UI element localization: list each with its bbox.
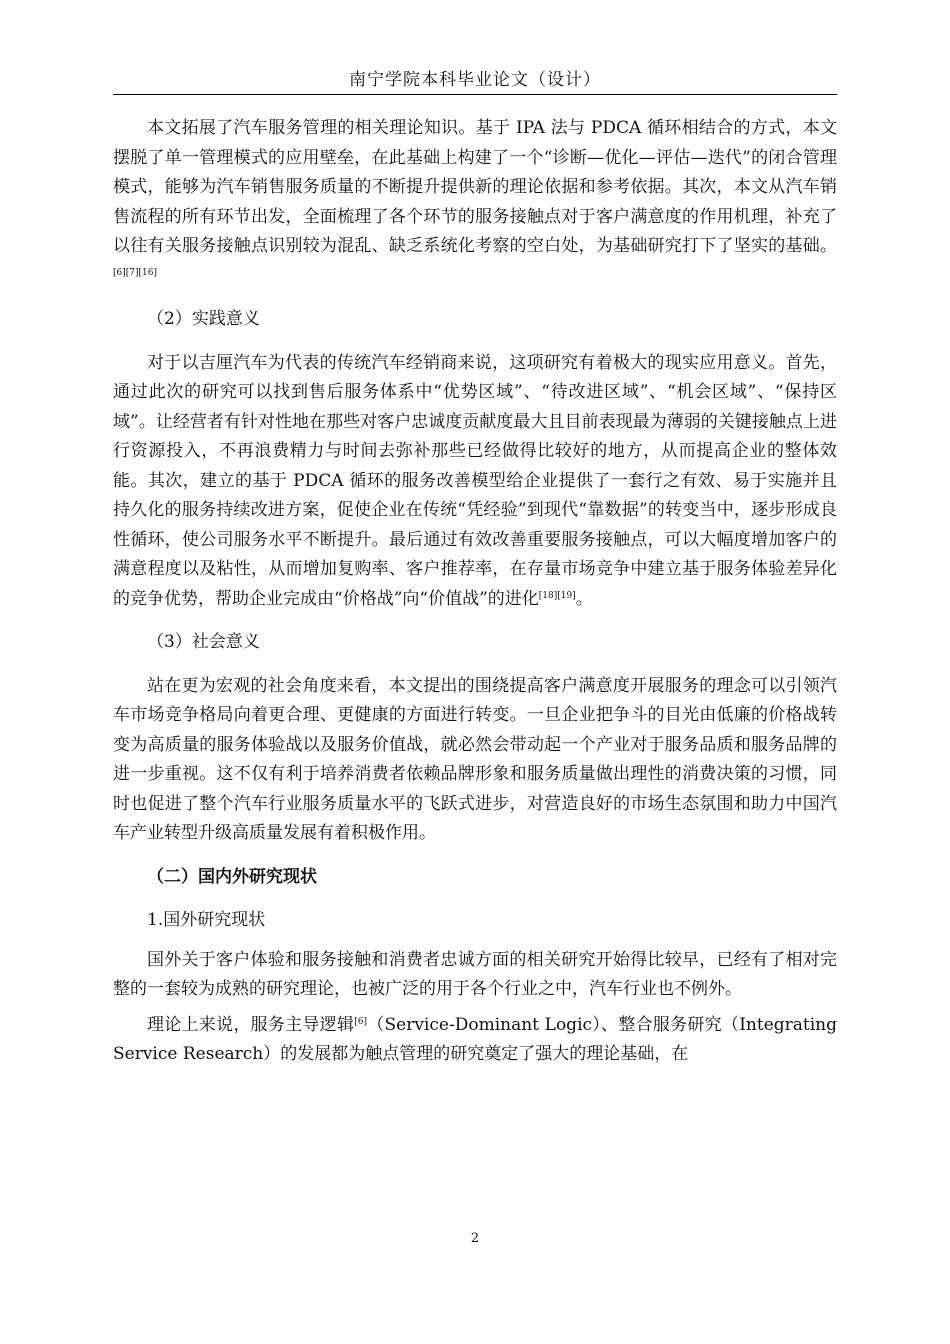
- practice-text: 对于以吉厘汽车为代表的传统汽车经销商来说，这项研究有着极大的现实应用意义。首先，通过此次的研究可以找到售后服务体系中“优势区域”、“待改进区域”、“机会区域”、“保持区域”。让经营者有针对性地在那些对客户忠诚度贡献度最大且目前表现最为薄弱的关键接触点上进行资源投入，不再浪费精力与时间去弥补那些已经做得比较好的地方，从而提高企业的整体效能。其次，建立的基于 PDCA 循环的服务改善模型给企业提供了一套行之有效、易于实施并且持久化的服务持续改进方案，促使企业在传统“凭经验”到现代“靠数据”的转变当中，逐步形成良性循环，使公司服务水平不断提升。最后通过有效改善重要服务接触点，可以大幅度增加客户的满意程度以及粘性，从而增加复购率、客户推荐率，在存量市场竞争中建立基于服务体验差异化的竞争优势，帮助企业完成由“价格战”向“价值战”的进化: [113, 352, 837, 609]
- section-heading: （二）国内外研究现状: [147, 866, 317, 887]
- citation-refs: [6]: [354, 1016, 367, 1027]
- theory-text: 本文拓展了汽车服务管理的相关理论知识。基于 IPA 法与 PDCA 循环相结合的方式，本文摆脱了单一管理模式的应用壁垒，在此基础上构建了一个“诊断—优化—评估—迭代”的闭合管理模式，能够为汽车销售服务质量的不断提升提供新的理论依据和参考依据。其次，本文从汽车销售流程的所有环节出发，全面梳理了各个环节的服务接触点对于客户满意度的作用机理，补充了以往有关服务接触点识别较为混乱、缺乏系统化考察的空白处，为基础研究打下了坚实的基础。: [113, 118, 837, 256]
- document-body: [113, 114, 837, 1070]
- practice-heading: （2）实践意义: [147, 309, 260, 329]
- citation-refs: [6][7][16]: [113, 267, 157, 278]
- page-header: 南宁学院本科毕业论文（设计）: [349, 70, 601, 90]
- theory2-text-b: （Service-Dominant Logic）、整合服务研究（Integrating Service Research）的发展都为触点管理的研究奠定了强大的理论基础，在: [113, 1014, 837, 1064]
- theory-basis-paragraph: [113, 1011, 837, 1070]
- foreign-research-heading: 1.国外研究现状: [147, 910, 266, 930]
- foreign-research-paragraph: 国外关于客户体验和服务接触和消费者忠诚方面的相关研究开始得比较早，已经有了相对完整的一套较为成熟的研究理论，也被广泛的用于各个行业之中，汽车行业也不例外。: [113, 949, 837, 999]
- citation-refs: [18][19]: [538, 590, 576, 601]
- header-rule: [113, 94, 837, 95]
- social-significance-paragraph: 站在更为宏观的社会角度来看，本文提出的围绕提高客户满意度开展服务的理念可以引领汽车市场竞争格局向着更合理、更健康的方面进行转变。一旦企业把争斗的目光由低廉的价格战转变为高质量的服务体验战以及服务价值战，就必然会带动起一个产业对于服务品质和服务品牌的进一步重视。这不仅有利于培养消费者依赖品牌形象和服务质量做出理性的消费决策的习惯，同时也促进了整个汽车行业服务质量水平的飞跃式进步，对营造良好的市场生态氛围和助力中国汽车产业转型升级高质量发展有着积极作用。: [113, 675, 837, 843]
- practice-significance-paragraph: [113, 349, 837, 615]
- social-heading: （3）社会意义: [147, 632, 260, 652]
- theory2-text-a: 理论上来说，服务主导逻辑: [147, 1014, 355, 1035]
- page-number: 2: [470, 1231, 480, 1246]
- practice-end: 。: [575, 588, 593, 609]
- theory-significance-paragraph: [113, 114, 837, 291]
